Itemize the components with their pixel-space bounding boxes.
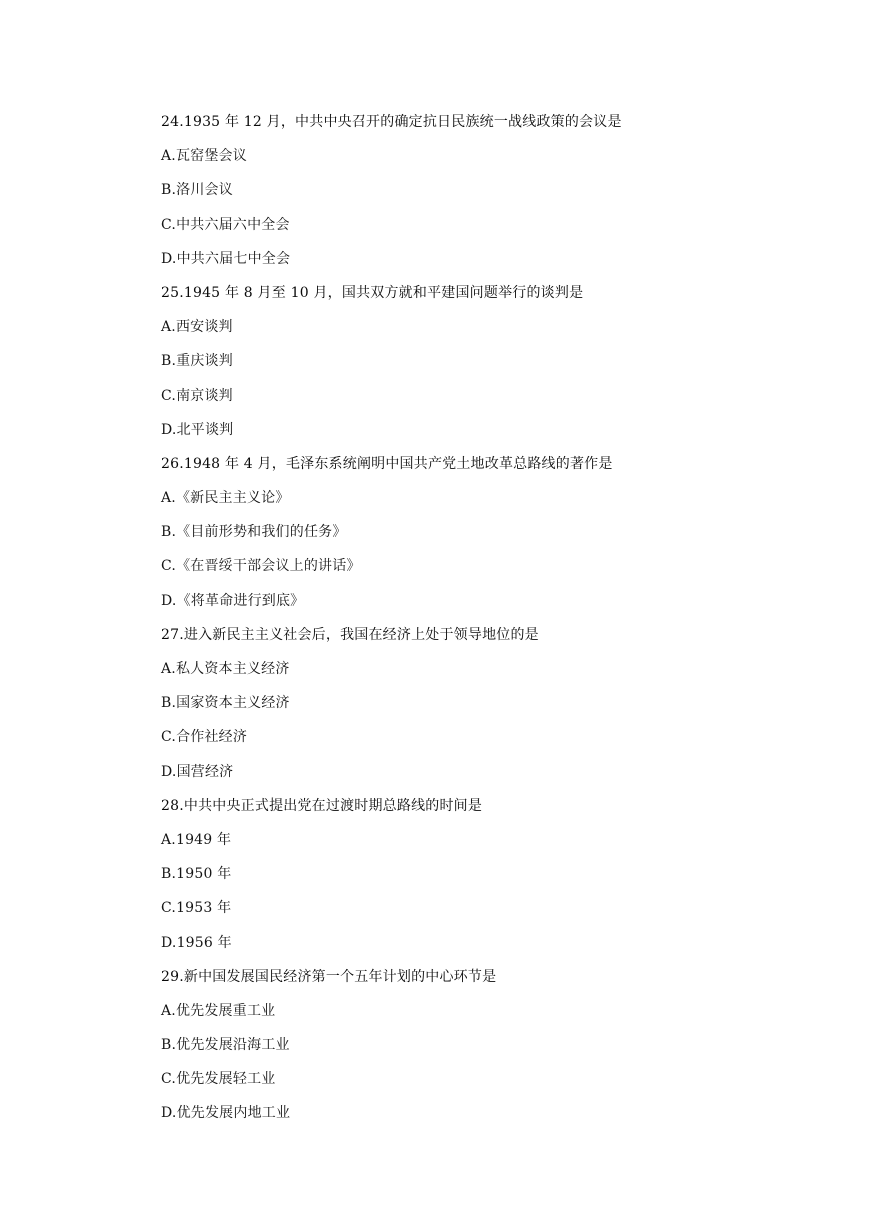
option-c: C.南京谈判 bbox=[161, 387, 233, 404]
question-list bbox=[161, 111, 781, 1137]
question-stem: 25.1945 年 8 月至 10 月，国共双方就和平建国问题举行的谈判是 bbox=[161, 284, 584, 301]
option-b: B.《目前形势和我们的任务》 bbox=[161, 524, 347, 541]
option-a: A.瓦窑堡会议 bbox=[161, 148, 247, 165]
question-24 bbox=[161, 111, 781, 282]
option-a: A.《新民主主义论》 bbox=[161, 490, 290, 507]
option-b: B.重庆谈判 bbox=[161, 353, 233, 370]
question-stem: 29.新中国发展国民经济第一个五年计划的中心环节是 bbox=[161, 968, 497, 985]
option-d: D.《将革命进行到底》 bbox=[161, 592, 305, 609]
question-28 bbox=[161, 795, 781, 966]
question-stem: 24.1935 年 12 月，中共中央召开的确定抗日民族统一战线政策的会议是 bbox=[161, 114, 622, 130]
option-b: B.1950 年 bbox=[161, 866, 232, 883]
option-c: C.优先发展轻工业 bbox=[161, 1071, 276, 1088]
option-c: C.《在晋绥干部会议上的讲话》 bbox=[161, 558, 361, 575]
option-a: A.西安谈判 bbox=[161, 319, 233, 336]
question-25 bbox=[161, 282, 781, 453]
option-d: D.中共六届七中全会 bbox=[161, 250, 291, 267]
question-29 bbox=[161, 966, 781, 1137]
option-c: C.中共六届六中全会 bbox=[161, 216, 290, 233]
option-a: A.1949 年 bbox=[161, 831, 232, 848]
question-27 bbox=[161, 624, 781, 795]
question-26 bbox=[161, 453, 781, 624]
option-d: D.优先发展内地工业 bbox=[161, 1105, 291, 1122]
option-b: B.优先发展沿海工业 bbox=[161, 1037, 290, 1054]
option-c: C.1953 年 bbox=[161, 900, 232, 917]
option-a: A.优先发展重工业 bbox=[161, 1002, 276, 1019]
option-d: D.北平谈判 bbox=[161, 421, 234, 438]
question-stem: 26.1948 年 4 月，毛泽东系统阐明中国共产党土地改革总路线的著作是 bbox=[161, 455, 613, 472]
option-b: B.洛川会议 bbox=[161, 182, 233, 199]
option-a: A.私人资本主义经济 bbox=[161, 661, 290, 677]
question-stem: 27.进入新民主主义社会后，我国在经济上处于领导地位的是 bbox=[161, 626, 539, 643]
question-stem: 28.中共中央正式提出党在过渡时期总路线的时间是 bbox=[161, 797, 483, 814]
option-d: D.国营经济 bbox=[161, 763, 234, 780]
option-c: C.合作社经济 bbox=[161, 729, 248, 746]
option-d: D.1956 年 bbox=[161, 934, 232, 951]
option-b: B.国家资本主义经济 bbox=[161, 695, 290, 712]
